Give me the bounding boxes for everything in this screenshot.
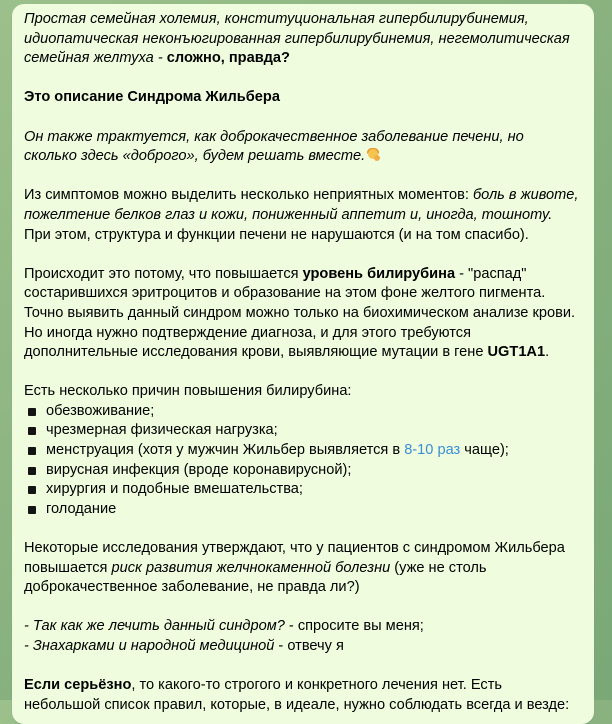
- list-item: хирургия и подобные вмешательства;: [24, 480, 580, 500]
- symptoms-text-2: При этом, структура и функции печени не нарушаются (и на том спасибо).: [24, 226, 529, 243]
- research-paragraph: Некоторые исследования утверждают, что у пациентов с синдромом Жильбера повышается риск развития желчнокаменной болезни (уже не столь доброкачественное заболевание, не правда ли?): [24, 540, 565, 596]
- symptoms-paragraph: [24, 186, 580, 245]
- symptoms-text-1: Из симптомов можно выделить несколько неприятных моментов:: [24, 187, 473, 204]
- cause-text-2: - "распад" состарившихся эритроцитов и образование на этом фоне желтого пигмента. Точно выявить данный синдром можно только на биохимическом анализе крови. Но иногда нужно подтверждение диагноза, и для этого требуются дополнительные исследования крови, выявляющие мутации в гене: [24, 265, 576, 361]
- bullet-square-icon: [28, 408, 36, 416]
- seriously-bold: Если серьёзно: [24, 677, 132, 694]
- intro-italic-text: Простая семейная холемия, конституциональная гипербилирубинемия, идиопатическая неконъюгированная гипербилирубинемия, негемолитическая семейная желтуха -: [24, 11, 570, 67]
- description-italic-text: Он также трактуется, как доброкачественное заболевание печени, но сколько здесь «доброго», будем решать вместе.: [24, 128, 524, 165]
- person-tipping-hand-icon: [366, 148, 380, 162]
- list-item: менструация (хотя у мужчин Жильбер выявляется в 8-10 раз чаще);: [24, 441, 580, 461]
- cause-text-1: Происходит это потому, что повышается: [24, 265, 303, 282]
- cause-paragraph: [24, 265, 580, 363]
- bilirubin-bold: уровень билирубина: [302, 265, 456, 282]
- heading-paragraph: [24, 88, 580, 108]
- bullet-square-icon: [28, 427, 36, 435]
- cause-text-3: .: [545, 344, 550, 361]
- syndrome-heading: Это описание Синдрома Жильбера: [24, 89, 280, 106]
- answer-italic: - Знахарками и народной медициной: [24, 638, 275, 654]
- gene-name-bold: UGT1A1: [487, 344, 546, 361]
- bullet-square-icon: [28, 447, 36, 455]
- list-item: обезвоживание;: [24, 402, 580, 422]
- intro-paragraph: [24, 10, 580, 69]
- intro-bold-text: сложно, правда?: [166, 50, 290, 67]
- gallstone-italic: риск развития желчнокаменной болезни: [111, 559, 391, 576]
- bullet-square-icon: [28, 467, 36, 475]
- bullet-square-icon: [28, 506, 36, 514]
- causes-intro: Есть несколько причин повышения билирубина:: [24, 383, 352, 400]
- message-bubble[interactable]: [12, 4, 594, 724]
- list-item: чрезмерная физическая нагрузка;: [24, 421, 580, 441]
- frequency-link[interactable]: 8-10 раз: [404, 442, 461, 459]
- question-italic: - Так как же лечить данный синдром?: [24, 618, 285, 635]
- dialogue-paragraph: - Так как же лечить данный синдром? - спросите вы меня; - Знахарками и народной медициной - отвечу я: [24, 618, 424, 654]
- list-item: вирусная инфекция (вроде коронавирусной);: [24, 461, 580, 481]
- causes-list: [24, 402, 580, 520]
- list-item: голодание: [24, 500, 580, 520]
- bullet-square-icon: [28, 486, 36, 494]
- treatment-paragraph: Если серьёзно, то какого-то строгого и конкретного лечения нет. Есть небольшой список правил, которые, в идеале, нужно соблюдать всегда и везде:: [24, 677, 570, 713]
- description-paragraph: [24, 128, 580, 167]
- symptoms-italic: боль в животе, пожелтение белков глаз и кожи, пониженный аппетит и, иногда, тошноту.: [24, 187, 579, 223]
